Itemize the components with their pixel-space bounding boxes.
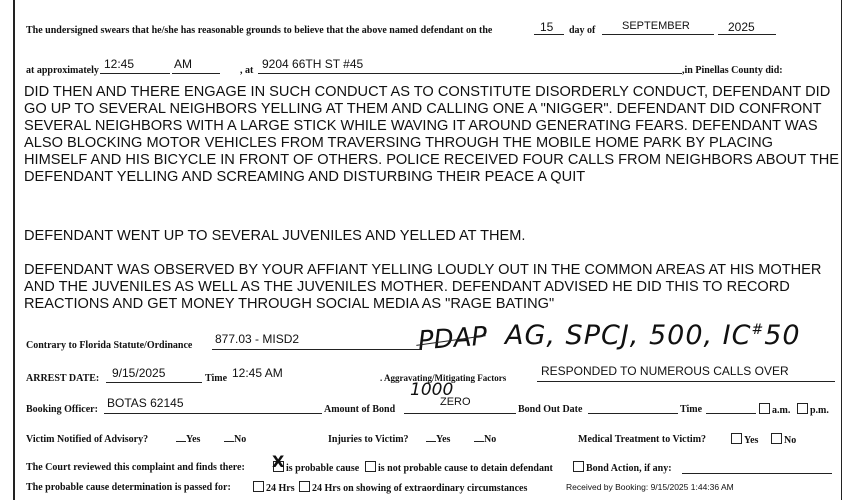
received-stamp: Received by Booking: 9/15/2025 1:44:36 AM: [566, 482, 734, 492]
medical-yes-checkbox[interactable]: [731, 433, 742, 444]
bond-action-option[interactable]: Bond Action, if any:: [570, 461, 672, 474]
bond-action-checkbox[interactable]: [573, 461, 584, 472]
court-review-text: The Court reviewed this complaint and finds there:: [26, 462, 245, 473]
am-option[interactable]: a.m.: [756, 403, 790, 416]
bond-amount-label: Amount of Bond: [324, 404, 396, 415]
narrative-paragraph-3: DEFENDANT WAS OBSERVED BY YOUR AFFIANT YELLING LOUDLY OUT IN THE COMMON AREAS AT HIS MOTHER AND THE JUVENILES AS WELL AS THE JUVENILES MOTHER. DEFENDANT ADVISED HE DID THIS TO RECORD REACTIONS AND GET MONEY THROUGH SOCIAL MEDIA AS "RAGE BATING": [24, 262, 822, 312]
passed-24-checkbox[interactable]: [253, 481, 264, 492]
passed-for-label: The probable cause determination is passed for:: [26, 482, 231, 493]
medical-no-checkbox[interactable]: [771, 433, 782, 444]
not-probable-option[interactable]: is not probable cause to detain defendant: [362, 461, 553, 474]
offense-year: 2025: [728, 20, 755, 34]
approximately-label: at approximately: [26, 65, 99, 76]
medical-no[interactable]: No: [768, 433, 796, 446]
statute-value: 877.03 - MISD2: [215, 332, 300, 346]
medical-yes[interactable]: Yes: [728, 433, 758, 446]
injuries-no[interactable]: No: [474, 434, 496, 445]
offense-month: SEPTEMBER: [622, 20, 690, 32]
bond-out-label: Bond Out Date: [518, 404, 583, 415]
probable-cause-mark: X: [272, 452, 285, 471]
arrest-time: 12:45 AM: [232, 366, 283, 380]
advisory-no[interactable]: No: [224, 434, 246, 445]
victim-advisory-label: Victim Notified of Advisory?: [26, 434, 149, 445]
passed-24-extra-checkbox[interactable]: [299, 481, 310, 492]
narrative-paragraph-2: DEFENDANT WENT UP TO SEVERAL JUVENILES AND YELLED AT THEM.: [24, 228, 526, 244]
offense-time: 12:45: [104, 57, 135, 71]
passed-24-option[interactable]: 24 Hrs: [250, 481, 295, 494]
medical-label: Medical Treatment to Victim?: [578, 434, 707, 445]
pm-checkbox[interactable]: [797, 403, 808, 414]
at-label: , at: [240, 65, 254, 76]
booking-officer: BOTAS 62145: [107, 396, 184, 410]
injuries-label: Injuries to Victim?: [328, 434, 409, 445]
bond-time-label: Time: [680, 404, 703, 415]
day-of-label: day of: [569, 25, 596, 36]
passed-24-extra-option[interactable]: 24 Hrs on showing of extraordinary circumstances: [296, 481, 527, 494]
arrest-date-label: ARREST DATE:: [26, 373, 100, 384]
advisory-yes[interactable]: Yes: [176, 434, 200, 445]
oath-statement: The undersigned swears that he/she has reasonable grounds to believe that the above named defendant on the: [26, 25, 493, 36]
booking-officer-label: Booking Officer:: [26, 404, 98, 415]
pm-option[interactable]: p.m.: [794, 403, 829, 416]
handwritten-note-1: PDAP: [417, 321, 489, 357]
statute-label: Contrary to Florida Statute/Ordinance: [26, 340, 193, 351]
factors-value: RESPONDED TO NUMEROUS CALLS OVER: [541, 364, 789, 378]
offense-ampm: AM: [174, 57, 192, 71]
offense-day: 15: [540, 20, 554, 34]
arrest-time-label: Time: [205, 373, 228, 384]
bond-amount: ZERO: [440, 396, 471, 408]
factors-label: . Aggravating/Mitigating Factors: [380, 373, 507, 383]
handwritten-note-2: AG, SPCJ, 500, IC#50: [505, 320, 801, 351]
injuries-yes[interactable]: Yes: [426, 434, 450, 445]
county-label: ,in Pinellas County did:: [682, 65, 783, 76]
arrest-date: 9/15/2025: [112, 366, 166, 380]
narrative-paragraph-1: DID THEN AND THERE ENGAGE IN SUCH CONDUCT AS TO CONSTITUTE DISORDERLY CONDUCT, DEFENDANT DID GO UP TO SEVERAL NEIGHBORS YELLING AT THEM AND CALLING ONE A "NIGGER". DEFENDANT DID CONFRONT SEVERAL NEIGHBORS WITH A LARGE STICK WHILE WAVING IT AROUND GENERATING FEARS. DEFENDANT WAS ALSO BLOCKING MOTOR VEHICLES FROM TRAVERSING THROUGH THE MOBILE HOME PARK BY PLACING HIMSELF AND HIS BICYCLE IN FRONT OF OTHERS. POLICE RECEIVED FOUR CALLS FROM NEIGHBORS ABOUT THE DEFENDANT YELLING AND SCREAMING AND DISTURBING THEIR PEACE A QUIT: [24, 84, 839, 185]
bond-handwritten: 1000: [410, 380, 454, 400]
probable-cause-checkbox[interactable]: [272, 452, 285, 472]
offense-address: 9204 66TH ST #45: [262, 57, 364, 71]
probable-cause-option[interactable]: X is probable cause: [272, 452, 360, 474]
not-probable-checkbox[interactable]: [365, 461, 376, 472]
am-checkbox[interactable]: [759, 403, 770, 414]
